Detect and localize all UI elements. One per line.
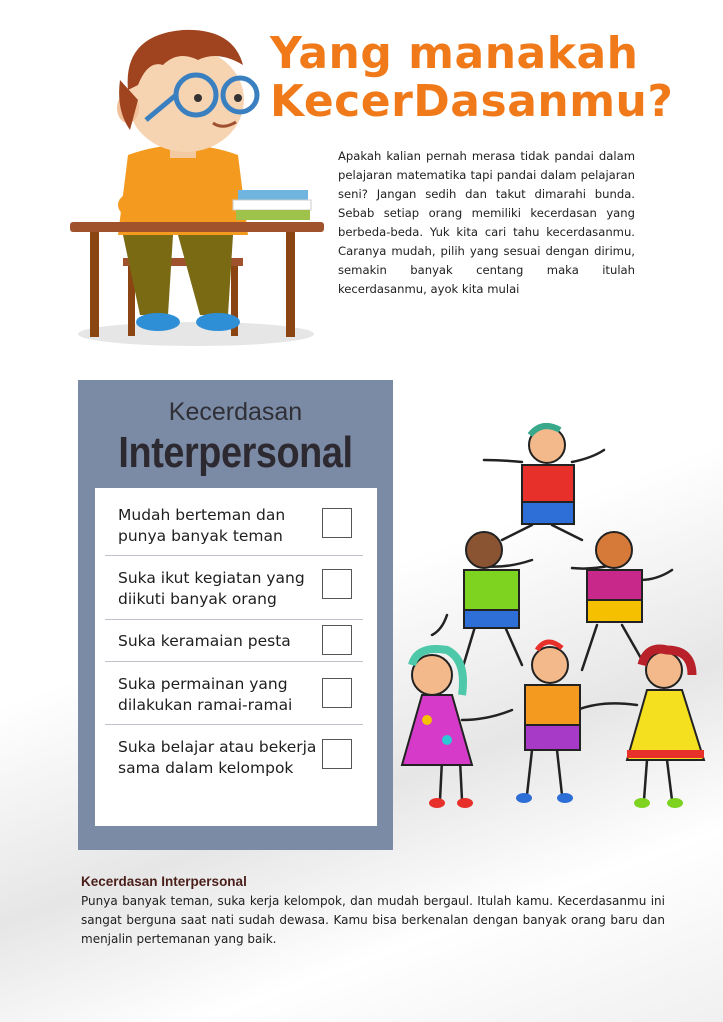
title-line-2: KecerDasanmu? (270, 76, 674, 127)
checklist-item-label: Suka ikut kegiatan yang diikuti banyak orang (118, 569, 305, 608)
checklist-subtitle: Kecerdasan (168, 398, 303, 426)
kids-pyramid-illustration (392, 420, 712, 815)
checklist-item (105, 556, 363, 620)
page-title (270, 28, 674, 127)
checklist-item-label: Suka belajar atau bekerja sama dalam kelompok (118, 738, 317, 777)
checklist-item-label: Mudah berteman dan punya banyak teman (118, 506, 286, 545)
checklist-title: Interpersonal (118, 428, 353, 477)
checkbox[interactable] (322, 569, 352, 599)
footer-paragraph: Punya banyak teman, suka kerja kelompok, dan mudah bergaul. Itulah kamu. Kecerdasanmu ini sangat berguna saat nati sudah dewasa. Kamu bisa berkenalan dengan banyak orang baru dan menjalin pertemanan yang baik. (81, 894, 665, 946)
title-line-1: Yang manakah (270, 28, 639, 79)
checkbox[interactable] (322, 508, 352, 538)
checkbox[interactable] (322, 739, 352, 769)
footer-title: Kecerdasan Interpersonal (81, 874, 247, 889)
checklist-item (105, 662, 363, 725)
checkbox[interactable] (322, 678, 352, 708)
checklist-item-label: Suka permainan yang dilakukan ramai-ramai (118, 675, 293, 714)
checklist-item (105, 620, 363, 662)
checklist-item-label: Suka keramaian pesta (118, 632, 291, 650)
intro-paragraph: Apakah kalian pernah merasa tidak pandai dalam pelajaran matematika tapi pandai dalam pelajaran seni? Jangan sedih dan takut dimarahi bunda. Sebab setiap orang memiliki kecerdasan yang berbeda-beda. Yuk kita cari tahu kecerdasanmu. Caranya mudah, pilih yang sesuai dengan dirimu, semakin banyak centang maka itulah kecerdasanmu, ayok kita mulai (338, 149, 635, 296)
checklist-item (105, 725, 363, 785)
checklist-item (105, 496, 363, 556)
checkbox[interactable] (322, 625, 352, 655)
